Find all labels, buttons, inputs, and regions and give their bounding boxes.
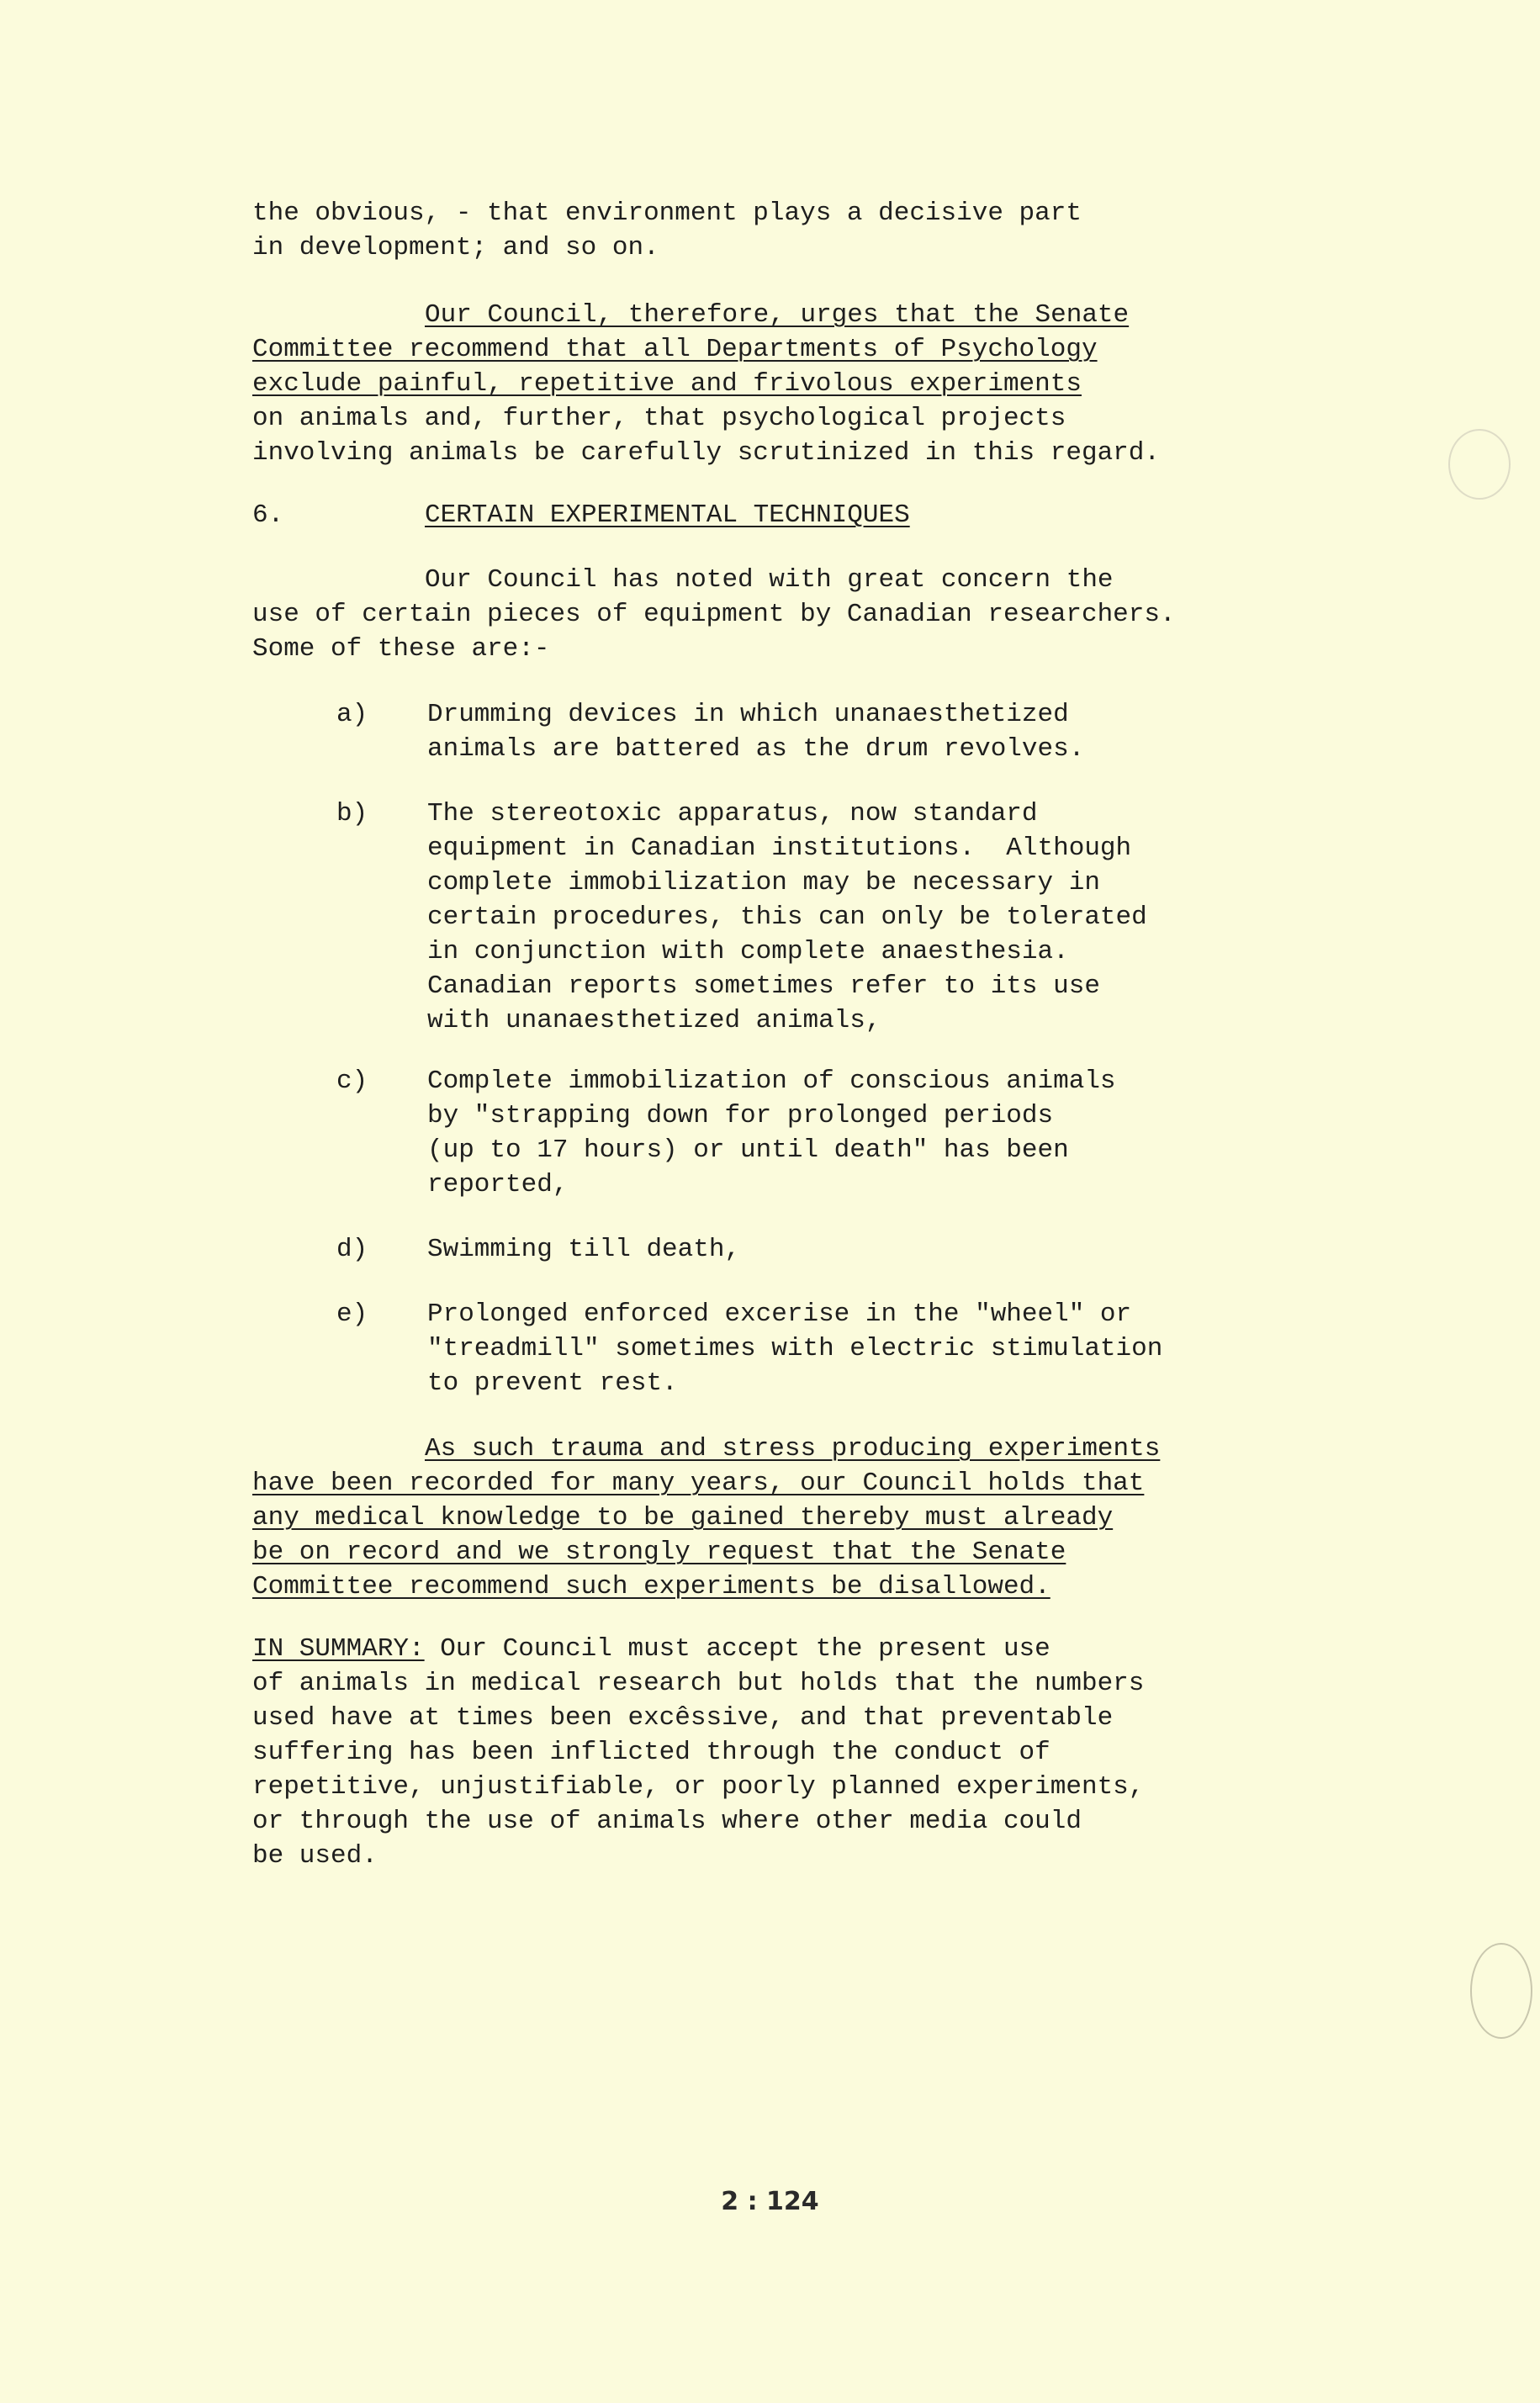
trauma-paragraph xyxy=(252,1432,1312,1604)
text-line: with unanaesthetized animals, xyxy=(427,1006,881,1035)
item-letter: e) xyxy=(336,1299,368,1329)
punch-hole-mark xyxy=(1448,429,1511,500)
council-urges-paragraph xyxy=(252,298,1312,470)
text-line: The stereotoxic apparatus, now standard xyxy=(427,799,1038,828)
section-heading: CERTAIN EXPERIMENTAL TECHNIQUES xyxy=(425,500,910,530)
text-line: or through the use of animals where other media could xyxy=(252,1807,1082,1836)
item-letter: b) xyxy=(336,799,368,828)
text-line: "treadmill" sometimes with electric stimulation xyxy=(427,1334,1163,1363)
text-line: equipment in Canadian institutions. Although xyxy=(427,834,1132,863)
text-line: of animals in medical research but holds that the numbers xyxy=(252,1669,1145,1698)
underlined-text: Our Council, therefore, urges that the Senate xyxy=(425,300,1130,330)
underlined-text: Committee recommend that all Departments of Psychology xyxy=(252,335,1098,364)
text-line: animals are battered as the drum revolves. xyxy=(427,734,1085,764)
summary-first-line: Our Council must accept the present use xyxy=(424,1634,1050,1664)
text-line: be used. xyxy=(252,1841,378,1871)
text-line: certain procedures, this can only be tolerated xyxy=(427,902,1147,932)
intro-paragraph xyxy=(252,196,1312,265)
text-line: Our Council has noted with great concern the xyxy=(425,565,1114,595)
text-line: the obvious, - that environment plays a decisive part xyxy=(252,198,1082,228)
text-line: by "strapping down for prolonged periods xyxy=(427,1101,1054,1130)
item-letter: d) xyxy=(336,1235,368,1264)
text-line: used have at times been excêssive, and that preventable xyxy=(252,1703,1114,1733)
text-line: Drumming devices in which unanaesthetized xyxy=(427,700,1069,729)
text-line: repetitive, unjustifiable, or poorly planned experiments, xyxy=(252,1772,1145,1802)
text-line: in development; and so on. xyxy=(252,233,659,262)
summary-label: IN SUMMARY: xyxy=(252,1634,425,1664)
equipment-paragraph xyxy=(252,563,1312,666)
section-number: 6. xyxy=(252,500,284,530)
text-line: suffering has been inflicted through the conduct of xyxy=(252,1738,1050,1767)
item-letter: c) xyxy=(336,1067,368,1096)
underlined-text: any medical knowledge to be gained thereby must already xyxy=(252,1503,1114,1532)
underlined-text: exclude painful, repetitive and frivolous experiments xyxy=(252,369,1082,399)
text-line: Swimming till death, xyxy=(427,1235,741,1264)
underlined-text: Committee recommend such experiments be disallowed. xyxy=(252,1572,1050,1601)
punch-hole-mark xyxy=(1470,1943,1532,2039)
text-line: complete immobilization may be necessary in xyxy=(427,868,1100,897)
underlined-text: have been recorded for many years, our Council holds that xyxy=(252,1469,1145,1498)
section-heading-row xyxy=(252,498,1312,532)
text-line: Prolonged enforced excerise in the "wheel" or xyxy=(427,1299,1132,1329)
page-number: 2 : 124 xyxy=(721,2187,819,2216)
item-letter: a) xyxy=(336,700,368,729)
text-line: Canadian reports sometimes refer to its use xyxy=(427,971,1100,1001)
text-line: (up to 17 hours) or until death" has been xyxy=(427,1135,1069,1165)
text-line: to prevent rest. xyxy=(427,1368,678,1398)
text-line: involving animals be carefully scrutinized in this regard. xyxy=(252,438,1160,468)
text-line: reported, xyxy=(427,1170,569,1199)
text-line: use of certain pieces of equipment by Canadian researchers. xyxy=(252,600,1176,629)
text-line: on animals and, further, that psychological projects xyxy=(252,404,1066,433)
underlined-text: be on record and we strongly request that the Senate xyxy=(252,1538,1066,1567)
summary-paragraph xyxy=(252,1632,1312,1873)
text-line: Complete immobilization of conscious animals xyxy=(427,1067,1116,1096)
underlined-text: As such trauma and stress producing experiments xyxy=(425,1434,1161,1464)
text-line: in conjunction with complete anaesthesia. xyxy=(427,937,1069,966)
text-line: Some of these are:- xyxy=(252,634,550,664)
